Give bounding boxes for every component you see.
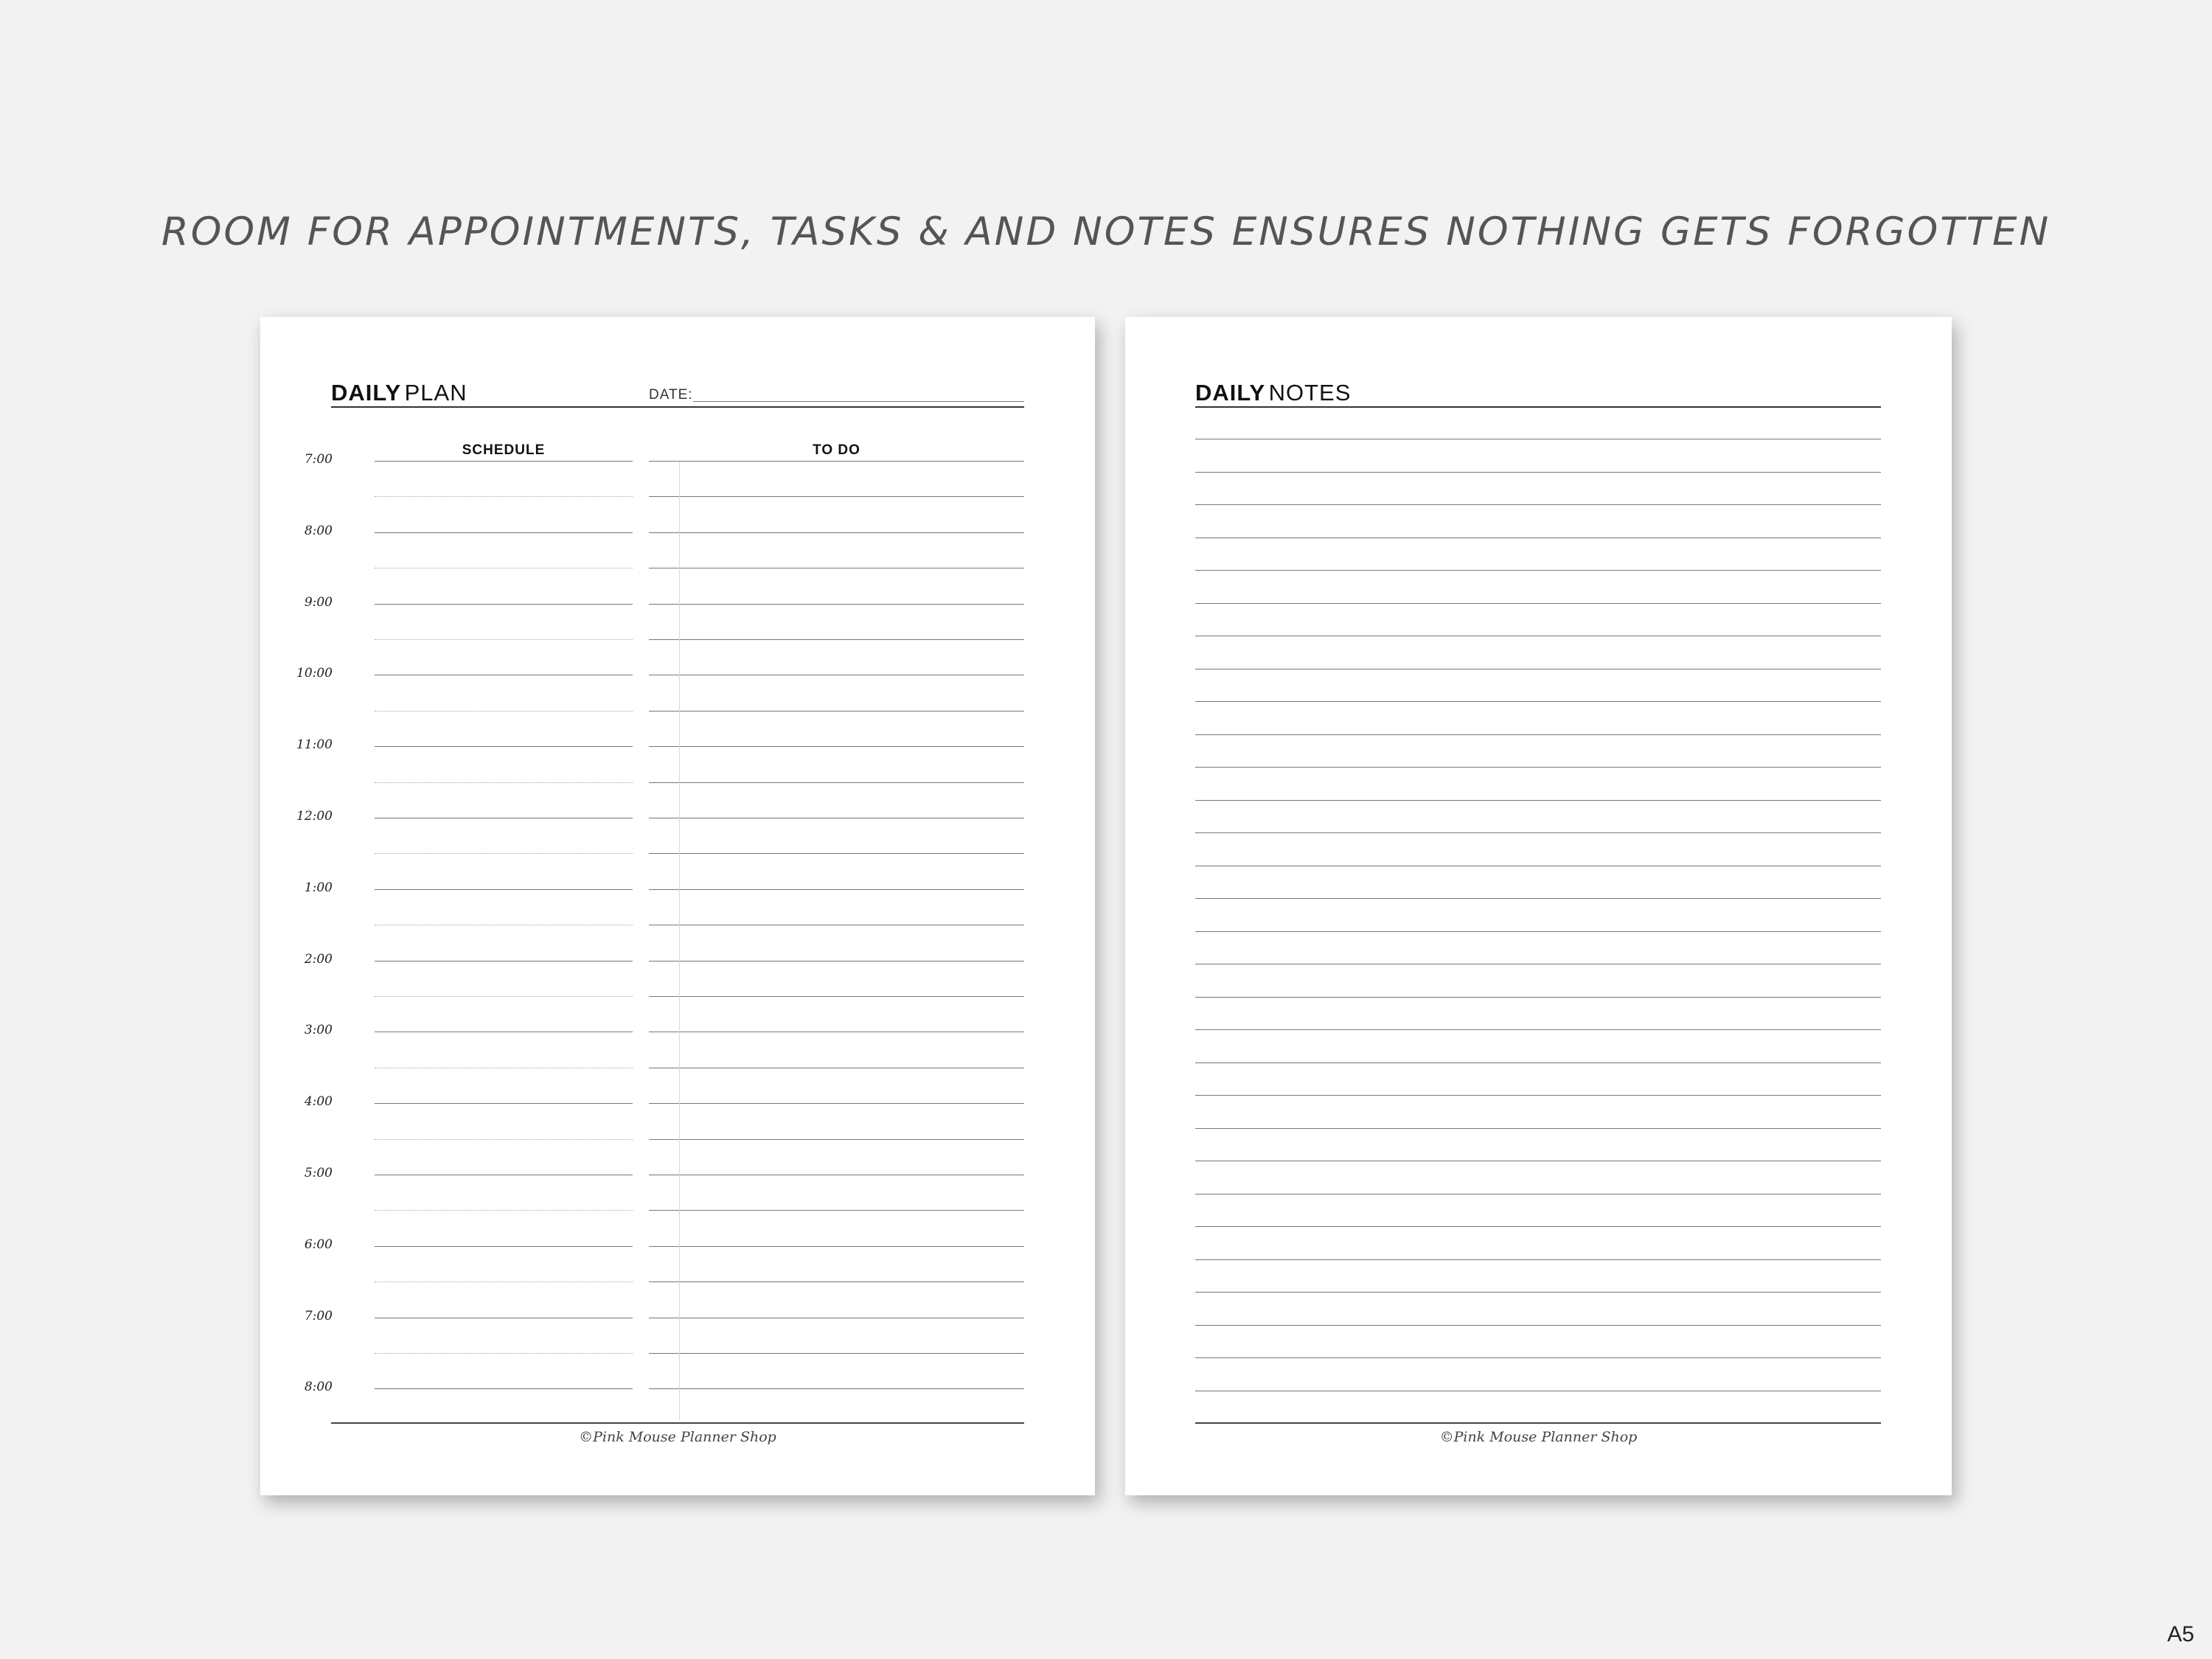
- todo-line[interactable]: [649, 853, 1024, 854]
- todo-line[interactable]: [649, 496, 1024, 497]
- note-line[interactable]: [1195, 701, 1881, 702]
- time-label: 12:00: [296, 809, 333, 824]
- todo-line[interactable]: [649, 996, 1024, 997]
- schedule-half-hour-line[interactable]: [375, 496, 633, 497]
- schedule-hour-line[interactable]: [375, 604, 633, 605]
- schedule-hour-line[interactable]: [375, 1246, 633, 1247]
- time-label: 8:00: [304, 523, 333, 538]
- todo-line[interactable]: [649, 604, 1024, 605]
- schedule-half-hour-line[interactable]: [375, 1139, 633, 1140]
- schedule-half-hour-line[interactable]: [375, 782, 633, 783]
- schedule-half-hour-line[interactable]: [375, 1210, 633, 1211]
- time-label: 2:00: [304, 951, 333, 967]
- schedule-half-hour-line[interactable]: [375, 639, 633, 640]
- time-label: 4:00: [304, 1094, 333, 1110]
- note-line[interactable]: [1195, 997, 1881, 998]
- time-label: 1:00: [304, 880, 333, 895]
- shop-signature: ©Pink Mouse Planner Shop: [579, 1429, 776, 1445]
- schedule-hour-line[interactable]: [375, 1103, 633, 1104]
- schedule-hour-line[interactable]: [375, 1388, 633, 1389]
- note-line[interactable]: [1195, 1259, 1881, 1260]
- todo-header: TO DO: [813, 442, 860, 458]
- todo-line[interactable]: [649, 711, 1024, 712]
- todo-line[interactable]: [649, 1139, 1024, 1140]
- note-line[interactable]: [1195, 1226, 1881, 1227]
- note-line[interactable]: [1195, 832, 1881, 833]
- todo-line[interactable]: [649, 461, 1024, 462]
- time-label: 8:00: [304, 1380, 333, 1395]
- todo-line[interactable]: [649, 782, 1024, 783]
- title-rule: [331, 406, 1024, 408]
- todo-line[interactable]: [649, 1210, 1024, 1211]
- todo-line[interactable]: [649, 889, 1024, 890]
- bottom-rule: [1195, 1422, 1881, 1424]
- schedule-half-hour-line[interactable]: [375, 711, 633, 712]
- note-line[interactable]: [1195, 472, 1881, 473]
- daily-notes-page: [1125, 317, 1952, 1495]
- size-tag: A5: [2167, 1622, 2194, 1646]
- note-line[interactable]: [1195, 734, 1881, 735]
- note-line[interactable]: [1195, 1325, 1881, 1326]
- schedule-half-hour-line[interactable]: [375, 996, 633, 997]
- schedule-header: SCHEDULE: [462, 442, 546, 458]
- date-field-line: [693, 401, 1024, 402]
- schedule-half-hour-line[interactable]: [375, 853, 633, 854]
- todo-line[interactable]: [649, 746, 1024, 747]
- schedule-hour-line[interactable]: [375, 532, 633, 533]
- time-label: 10:00: [296, 666, 333, 681]
- todo-line[interactable]: [649, 1353, 1024, 1354]
- todo-line[interactable]: [649, 639, 1024, 640]
- todo-line[interactable]: [649, 1103, 1024, 1104]
- time-label: 7:00: [304, 452, 333, 467]
- schedule-half-hour-line[interactable]: [375, 1353, 633, 1354]
- todo-line[interactable]: [649, 532, 1024, 533]
- note-line[interactable]: [1195, 504, 1881, 505]
- note-line[interactable]: [1195, 767, 1881, 768]
- title-rest: PLAN: [404, 380, 467, 406]
- title-bold: DAILY: [331, 380, 402, 406]
- note-line[interactable]: [1195, 1095, 1881, 1096]
- note-line[interactable]: [1195, 800, 1881, 801]
- note-line[interactable]: [1195, 1128, 1881, 1129]
- shop-signature: ©Pink Mouse Planner Shop: [1439, 1429, 1638, 1445]
- time-label: 3:00: [304, 1023, 333, 1038]
- note-line[interactable]: [1195, 603, 1881, 604]
- note-line[interactable]: [1195, 898, 1881, 899]
- note-line[interactable]: [1195, 1062, 1881, 1063]
- date-label: DATE:: [649, 387, 693, 403]
- schedule-hour-line[interactable]: [375, 461, 633, 462]
- schedule-hour-line[interactable]: [375, 889, 633, 890]
- todo-checkbox-margin-line: [679, 462, 680, 1420]
- note-line[interactable]: [1195, 1029, 1881, 1030]
- time-label: 5:00: [304, 1166, 333, 1180]
- bottom-rule: [331, 1422, 1024, 1424]
- time-label: 11:00: [296, 737, 333, 753]
- note-line[interactable]: [1195, 1357, 1881, 1358]
- todo-line[interactable]: [649, 1281, 1024, 1282]
- time-label: 6:00: [304, 1237, 333, 1252]
- note-line[interactable]: [1195, 1292, 1881, 1293]
- schedule-hour-line[interactable]: [375, 746, 633, 747]
- title-bold: DAILY: [1195, 380, 1266, 406]
- time-label: 7:00: [304, 1308, 333, 1324]
- title-rule: [1195, 406, 1881, 408]
- headline: ROOM FOR APPOINTMENTS, TASKS & AND NOTES ENSURES NOTHING GETS FORGOTTEN: [161, 209, 2051, 254]
- todo-line[interactable]: [649, 1246, 1024, 1247]
- daily-plan-page: [260, 317, 1095, 1495]
- todo-line[interactable]: [649, 1388, 1024, 1389]
- schedule-half-hour-line[interactable]: [375, 1281, 633, 1282]
- note-line[interactable]: [1195, 931, 1881, 932]
- note-line[interactable]: [1195, 570, 1881, 571]
- title-rest: NOTES: [1268, 380, 1352, 406]
- time-label: 9:00: [304, 594, 333, 610]
